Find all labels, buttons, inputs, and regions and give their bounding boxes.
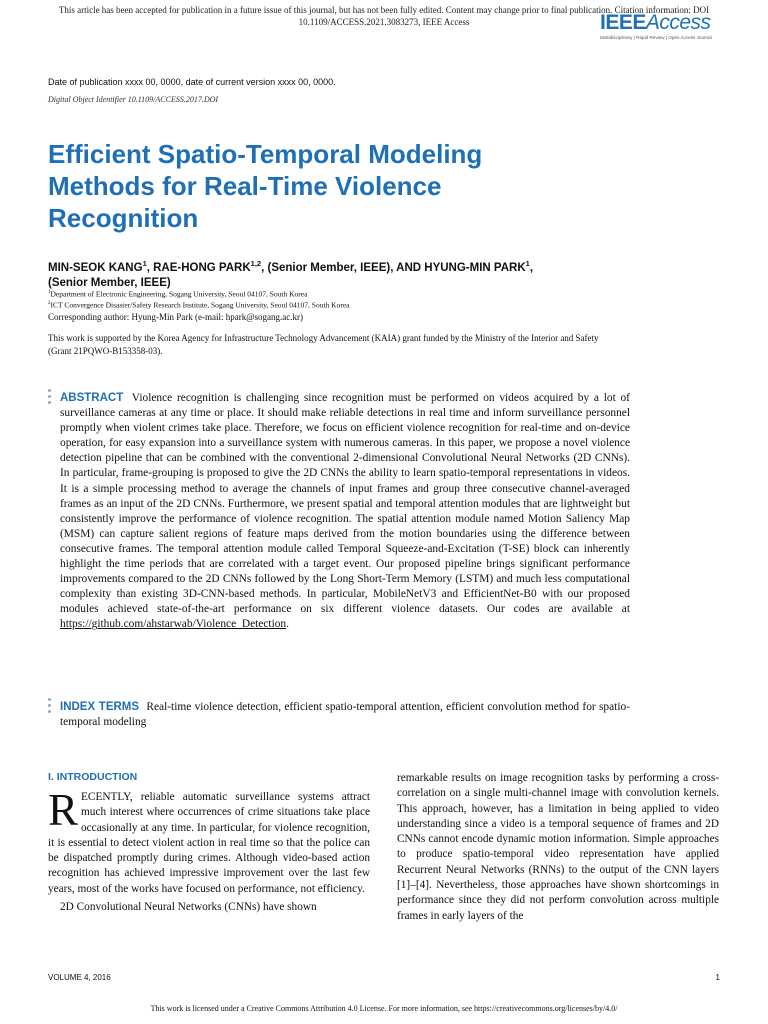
ieee-access-logo bbox=[600, 12, 712, 40]
footer-volume: VOLUME 4, 2016 bbox=[48, 973, 111, 982]
section-heading: I. INTRODUCTION bbox=[48, 771, 138, 783]
banner-line-2: 10.1109/ACCESS.2021.3083273, IEEE Access bbox=[298, 17, 470, 27]
drop-cap: R bbox=[48, 785, 79, 835]
banner-line-1: This article has been accepted for publication in a future issue of this journal, but has not been fully edited. Content may change prior to final publication. Citation information: DOI bbox=[58, 5, 710, 15]
corresponding-author: Corresponding author: Hyung-Min Park (e-mail: hpark@sogang.ac.kr) bbox=[48, 312, 303, 322]
intro-paragraph-1: RECENTLY, reliable automatic surveillance systems attract much interest where occurrences of crime situations take place occasionally at any time. In particular, for violence recognition, it is essential to detect violent action in real time so that the police can be dispatched promptly during crimes. Although video-based action recognition has achieved impressive improvement over the last few years, most of the works have focused on performance, not efficiency. bbox=[48, 785, 370, 895]
logo-wordmark: IEEEAccess bbox=[600, 11, 711, 34]
logo-tagline: Multidisciplinary | Rapid Review | Open Access Journal bbox=[600, 35, 712, 40]
index-terms bbox=[60, 700, 630, 730]
intro-paragraph-2: 2D Convolutional Neural Networks (CNNs) have shown bbox=[60, 901, 317, 914]
publication-date: Date of publication xxxx 00, 0000, date of current version xxxx 00, 0000. bbox=[48, 77, 336, 87]
right-column bbox=[397, 771, 719, 924]
index-terms-text: Real-time violence detection, efficient spatio-temporal attention, efficient convolution method for spatio-temporal modeling bbox=[60, 701, 630, 729]
funding-note: This work is supported by the Korea Agency for Infrastructure Technology Advancement (KAIA) grant funded by the Ministry of the Interior and Safety (Grant 21PQWO-B153358-03). bbox=[48, 333, 599, 356]
left-column bbox=[48, 771, 370, 915]
index-terms-label: INDEX TERMS bbox=[60, 701, 140, 713]
index-terms-dots-icon bbox=[48, 698, 52, 716]
abstract-dots-icon bbox=[48, 389, 52, 407]
affiliations: $^1$Department of Electronic Engineering, Sogang University, Seoul 04107, South Korea $^2$ICT Convergence Disaster/Safety Research Institute, Sogang University, Seoul 04107, South Korea bbox=[48, 289, 350, 310]
doi-line: Digital Object Identifier 10.1109/ACCESS.2017.DOI bbox=[48, 95, 219, 104]
abstract-text: Violence recognition is challenging since recognition must be performed on videos acquired by a lot of surveillance cameras at any time or place. It should make reliable detections in real time and inform surveillance personnel promptly when violent crimes take place. Therefore, we focus on efficient violence recognition for real-time and on-device operation, for easy expansion into a surveillance system with numerous cameras. In this paper, we propose a novel violence detection pipeline that can be combined with the conventional 2-dimensional Convolutional Neural Networks (2D CNNs). In particular, frame-grouping is proposed to give the 2D CNNs the ability to learn spatio-temporal representations in videos. It is a simple processing method to average the channels of input frames and group three consecutive channel-averaged frames as an input of the 2D CNNs. Furthermore, we present spatial and temporal attention modules that are lightweight but consistently improve the performance of violence recognition. The spatial attention module named Motion Saliency Map (MSM) can capture salient regions of feature maps derived from the motion boundaries using the difference between consecutive frames. The temporal attention module called Temporal Squeeze-and-Excitation (T-SE) block can inherently highlight the time periods that are correlated with a target event. Our proposed pipeline brings significant performance improvements compared to the 2D CNNs followed by the Long Short-Term Memory (LSTM) and much less computational complexity than existing 3D-CNN-based methods. In particular, MobileNetV3 and EfficientNet-B0 with our proposed modules achieved state-of-the-art performance on six different violence datasets. Our codes are available at bbox=[60, 392, 630, 616]
abstract-label: ABSTRACT bbox=[60, 392, 124, 404]
paper-title: Efficient Spatio-Temporal Modeling Methods for Real-Time Violence Recognition bbox=[48, 139, 483, 233]
author-list: MIN-SEOK KANG$^1$, RAE-HONG PARK$^{1,2}$, (Senior Member, IEEE), AND HYUNG-MIN PARK$^1$, (Senior Member, IEEE) bbox=[48, 259, 534, 289]
page-number: 1 bbox=[715, 973, 720, 982]
abstract: ABSTRACT Violence recognition is challenging since recognition must be performed on videos acquired by a lot of surveillance cameras at any time or place. It should make reliable detections in real time and inform surveillance personnel promptly when violent crimes take place. Therefore, we focus on efficient violence recognition for real-time and on-device operation, for easy expansion into a surveillance system with numerous cameras. In this paper, we propose a novel violence detection pipeline that can be combined with the conventional 2-dimensional Convolutional Neural Networks (2D CNNs). In particular, frame-grouping is proposed to give the 2D CNNs the ability to learn spatio-temporal representations in videos. It is a simple processing method to average the channels of input frames and group three consecutive channel-averaged frames as an input of the 2D CNNs. Furthermore, we present spatial and temporal attention modules that are lightweight but consistently improve the performance of violence recognition. The spatial attention module named Motion Saliency Map (MSM) can capture salient regions of feature maps derived from the motion boundaries using the difference between consecutive frames. The temporal attention module called Temporal Squeeze-and-Excitation (T-SE) block can inherently highlight the time periods that are correlated with a target event. Our proposed pipeline brings significant performance improvements compared to the 2D CNNs followed by the Long Short-Term Memory (LSTM) and much less computational complexity than existing 3D-CNN-based methods. In particular, MobileNetV3 and EfficientNet-B0 with our proposed modules achieved state-of-the-art performance on six different violence datasets. Our codes are available at https://github.com/ahstarwab/Violence_Detection. bbox=[60, 392, 630, 631]
intro-paragraph-continued: remarkable results on image recognition tasks by performing a cross-correlation on a single multi-channel image with convolution kernels. This approach, however, has a limitation in being applied to video understanding since a video is a temporal sequence of frames and 2D CNNs cannot encode dynamic motion information. Simple approaches to produce spatio-temporal video representation have applied Recurrent Neural Networks (RNNs) to the output of the CNN layers [1]–[4]. Nevertheless, those approaches have shown shortcomings in performance since they did not perform convolution across multiple frames in early layers of the bbox=[397, 772, 719, 922]
license-notice: This work is licensed under a Creative Commons Attribution 4.0 License. For more information, see https://creativecommons.org/licenses/by/4.0/ bbox=[150, 1004, 618, 1013]
code-link[interactable]: https://github.com/ahstarwab/Violence_Detection bbox=[60, 618, 287, 631]
